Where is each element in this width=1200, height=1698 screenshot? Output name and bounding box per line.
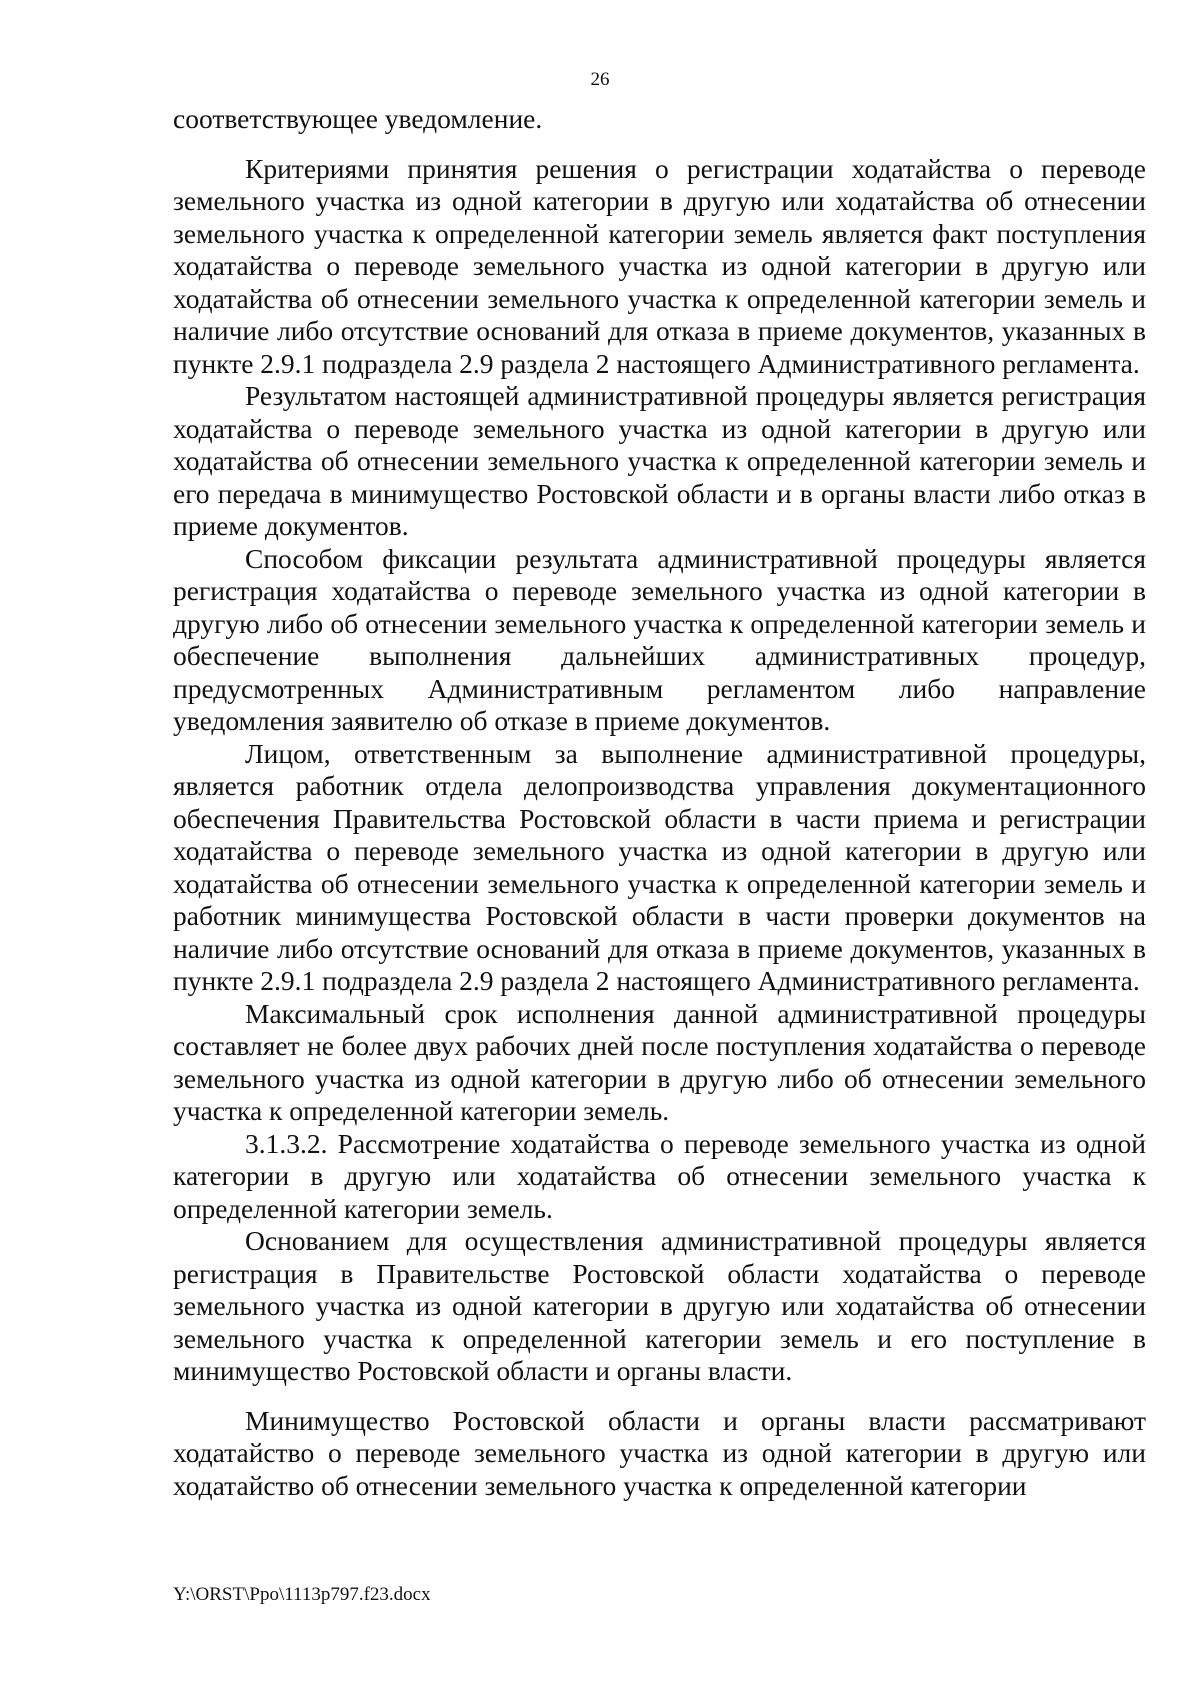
paragraph-2: Критериями принятия решения о регистрации ходатайства о переводе земельного участка из одной категории в другую или ходатайства об отнесении земельного участка к определенной категории земель является факт поступления ходатайства о переводе земельного участка из одной категории в другую или ходатайства об отнесении земельного участка к определенной категории земель и наличие либо отсутствие оснований для отказа в приеме документов, указанных в пункте 2.9.1 подраздела 2.9 раздела 2 настоящего Административного регламента. — [173, 152, 1146, 379]
paragraph-5: Лицом, ответственным за выполнение административной процедуры, является работник отдела делопроизводства управления документационного обеспечения Правительства Ростовской области в части приема и регистрации ходатайства о переводе земельного участка из одной категории в другую или ходатайства об отнесении земельного участка к определенной категории земель и работник минимущества Ростовской области в части проверки документов на наличие либо отсутствие оснований для отказа в приеме документов, указанных в пункте 2.9.1 подраздела 2.9 раздела 2 настоящего Административного регламента. — [173, 737, 1146, 996]
paragraph-1: соответствующее уведомление. — [173, 103, 543, 134]
section-heading-3-1-3-2: 3.1.3.2. Рассмотрение ходатайства о переводе земельного участка из одной категории в другую или ходатайства об отнесении земельного участка к определенной категории земель. — [173, 1127, 1146, 1224]
page-number: 26 — [590, 69, 610, 90]
paragraph-8: Основанием для осуществления административной процедуры является регистрация в Правительстве Ростовской области ходатайства о переводе земельного участка из одной категории в другую или ходатайства об отнесении земельного участка к определенной категории земель и его поступление в минимущество Ростовской области и органы власти. — [173, 1225, 1146, 1386]
footer-file-path: Y:\ORST\Ppo\1113p797.f23.docx — [173, 1584, 431, 1605]
paragraph-6: Максимальный срок исполнения данной административной процедуры составляет не более двух рабочих дней после поступления ходатайства о переводе земельного участка из одной категории в другую либо об отнесении земельного участка к определенной категории земель. — [173, 997, 1146, 1126]
paragraph-9: Минимущество Ростовской области и органы власти рассматривают ходатайство о переводе земельного участка из одной категории в другую или ходатайство об отнесении земельного участка к определенной категории — [173, 1404, 1146, 1501]
paragraph-4: Способом фиксации результата административной процедуры является регистрация ходатайства о переводе земельного участка из одной категории в другую либо об отнесении земельного участка к определенной категории земель и обеспечение выполнения дальнейших административных процедур, предусмотренных Административным регламентом либо направление уведомления заявителю об отказе в приеме документов. — [173, 542, 1146, 736]
paragraph-3: Результатом настоящей административной процедуры является регистрация ходатайства о переводе земельного участка из одной категории в другую или ходатайства об отнесении земельного участка к определенной категории земель и его передача в минимущество Ростовской области и в органы власти либо отказ в приеме документов. — [173, 380, 1146, 541]
document-body — [173, 103, 1146, 1502]
